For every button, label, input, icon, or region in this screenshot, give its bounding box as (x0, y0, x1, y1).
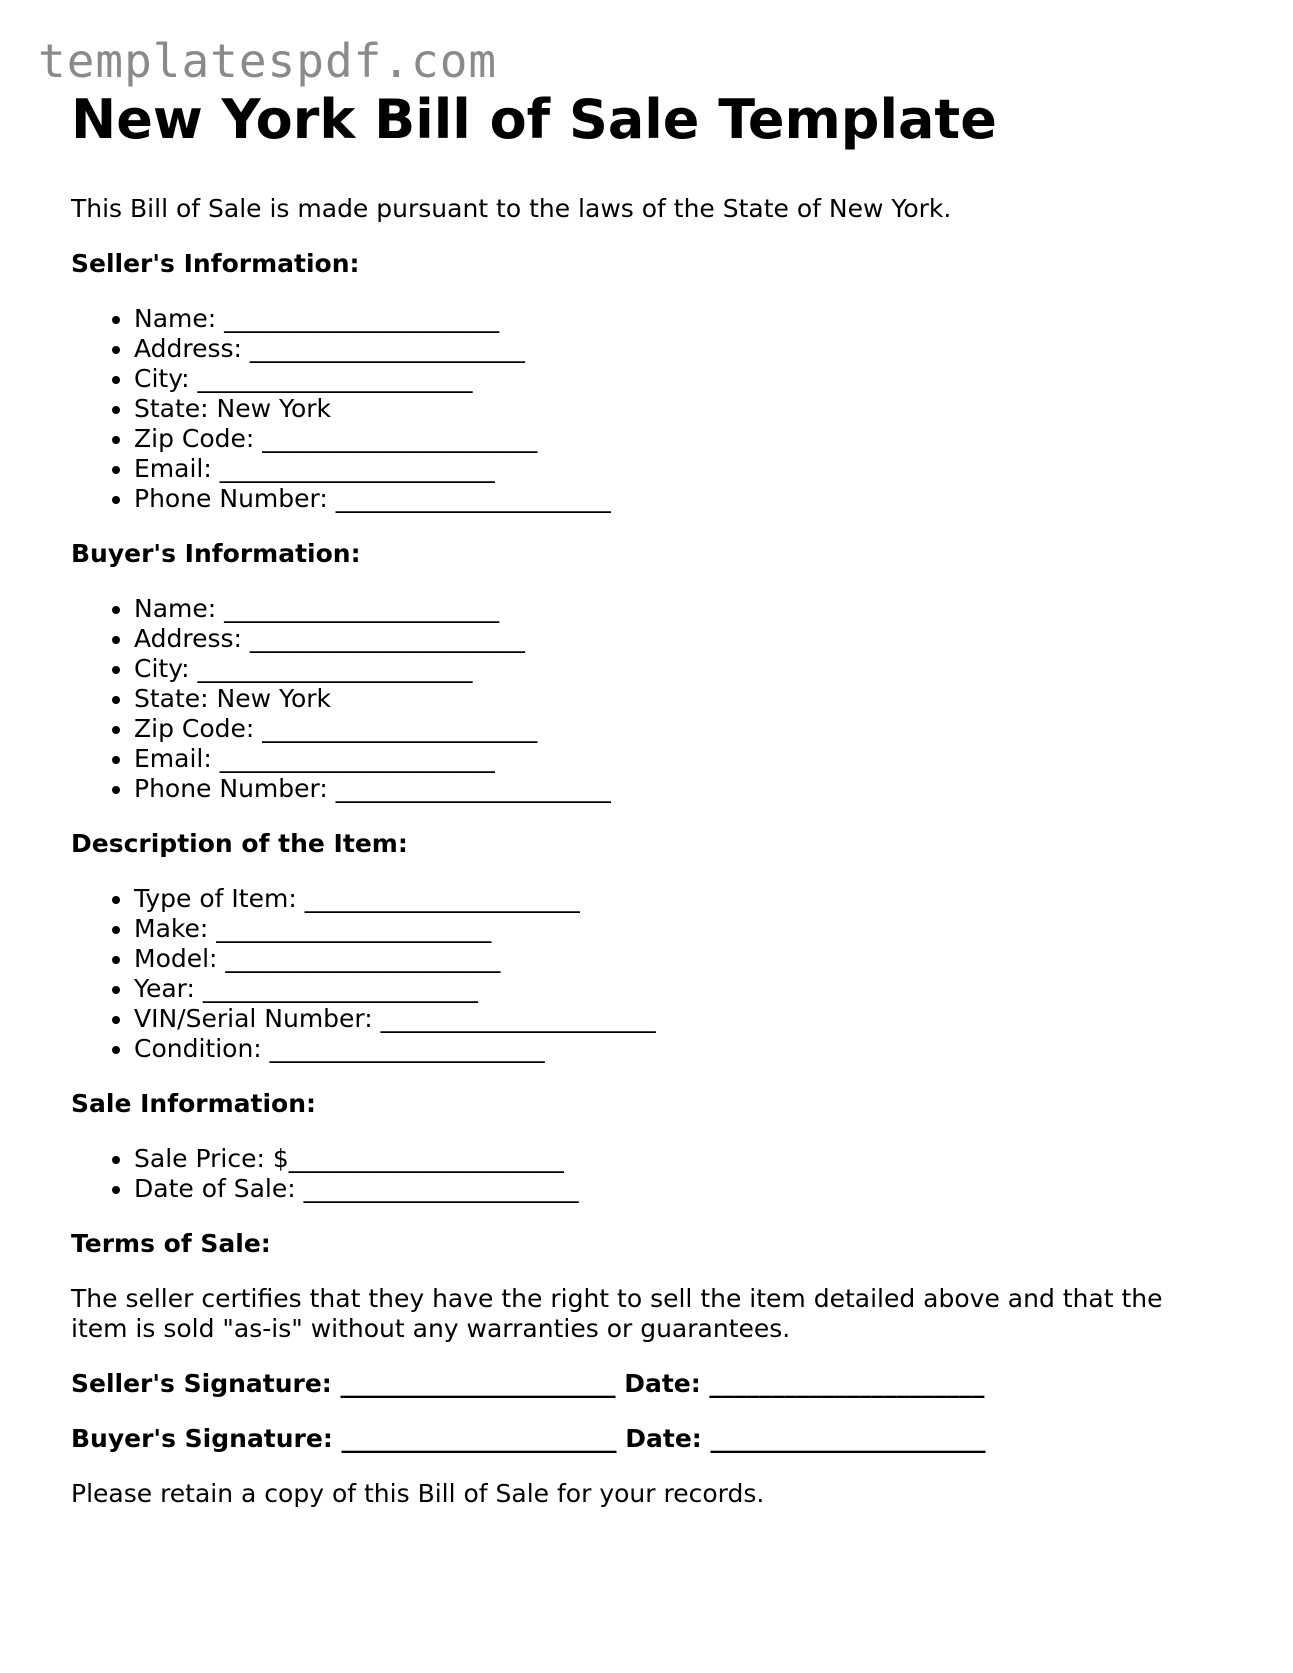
item-type: • Type of Item: ______________________ (134, 884, 1221, 914)
seller-heading: Seller's Information: (71, 249, 360, 278)
buyer-email: • Email: ______________________ (134, 744, 1221, 774)
seller-signature-line: Seller's Signature: ______________________ Date: ______________________ (71, 1369, 985, 1398)
seller-address: • Address: ______________________ (134, 334, 1221, 364)
seller-state: • State: New York (134, 394, 1221, 424)
buyer-signature-line: Buyer's Signature: ______________________ Date: ______________________ (71, 1424, 986, 1453)
buyer-address: • Address: ______________________ (134, 624, 1221, 654)
buyer-phone: • Phone Number: ______________________ (134, 774, 1221, 804)
intro-text: This Bill of Sale is made pursuant to the laws of the State of New York. (71, 194, 952, 223)
sale-date: • Date of Sale: ______________________ (134, 1174, 1221, 1204)
sale-heading: Sale Information: (71, 1089, 316, 1118)
page-title: New York Bill of Sale Template (71, 88, 997, 151)
item-model: • Model: ______________________ (134, 944, 1221, 974)
seller-phone: • Phone Number: ______________________ (134, 484, 1221, 514)
buyer-heading: Buyer's Information: (71, 539, 361, 568)
seller-zip: • Zip Code: ______________________ (134, 424, 1221, 454)
seller-email: • Email: ______________________ (134, 454, 1221, 484)
seller-city: • City: ______________________ (134, 364, 1221, 394)
item-heading: Description of the Item: (71, 829, 408, 858)
closing-text: Please retain a copy of this Bill of Sale for your records. (71, 1479, 765, 1508)
item-make: • Make: ______________________ (134, 914, 1221, 944)
seller-name: • Name: ______________________ (134, 304, 1221, 334)
buyer-state: • State: New York (134, 684, 1221, 714)
item-list (71, 884, 1221, 1064)
item-year: • Year: ______________________ (134, 974, 1221, 1004)
seller-list (71, 304, 1221, 514)
watermark: templatespdf.com (38, 34, 498, 88)
item-vin: • VIN/Serial Number: ______________________ (134, 1004, 1221, 1034)
sale-price: • Sale Price: $______________________ (134, 1144, 1221, 1174)
buyer-list (71, 594, 1221, 804)
terms-heading: Terms of Sale: (71, 1229, 271, 1258)
buyer-city: • City: ______________________ (134, 654, 1221, 684)
buyer-name: • Name: ______________________ (134, 594, 1221, 624)
document-page (71, 84, 1221, 1509)
sale-list (71, 1144, 1221, 1204)
buyer-zip: • Zip Code: ______________________ (134, 714, 1221, 744)
terms-text: The seller certifies that they have the right to sell the item detailed above and that the item is sold "as-is" without any warranties or guarantees. (71, 1284, 1163, 1343)
item-condition: • Condition: ______________________ (134, 1034, 1221, 1064)
